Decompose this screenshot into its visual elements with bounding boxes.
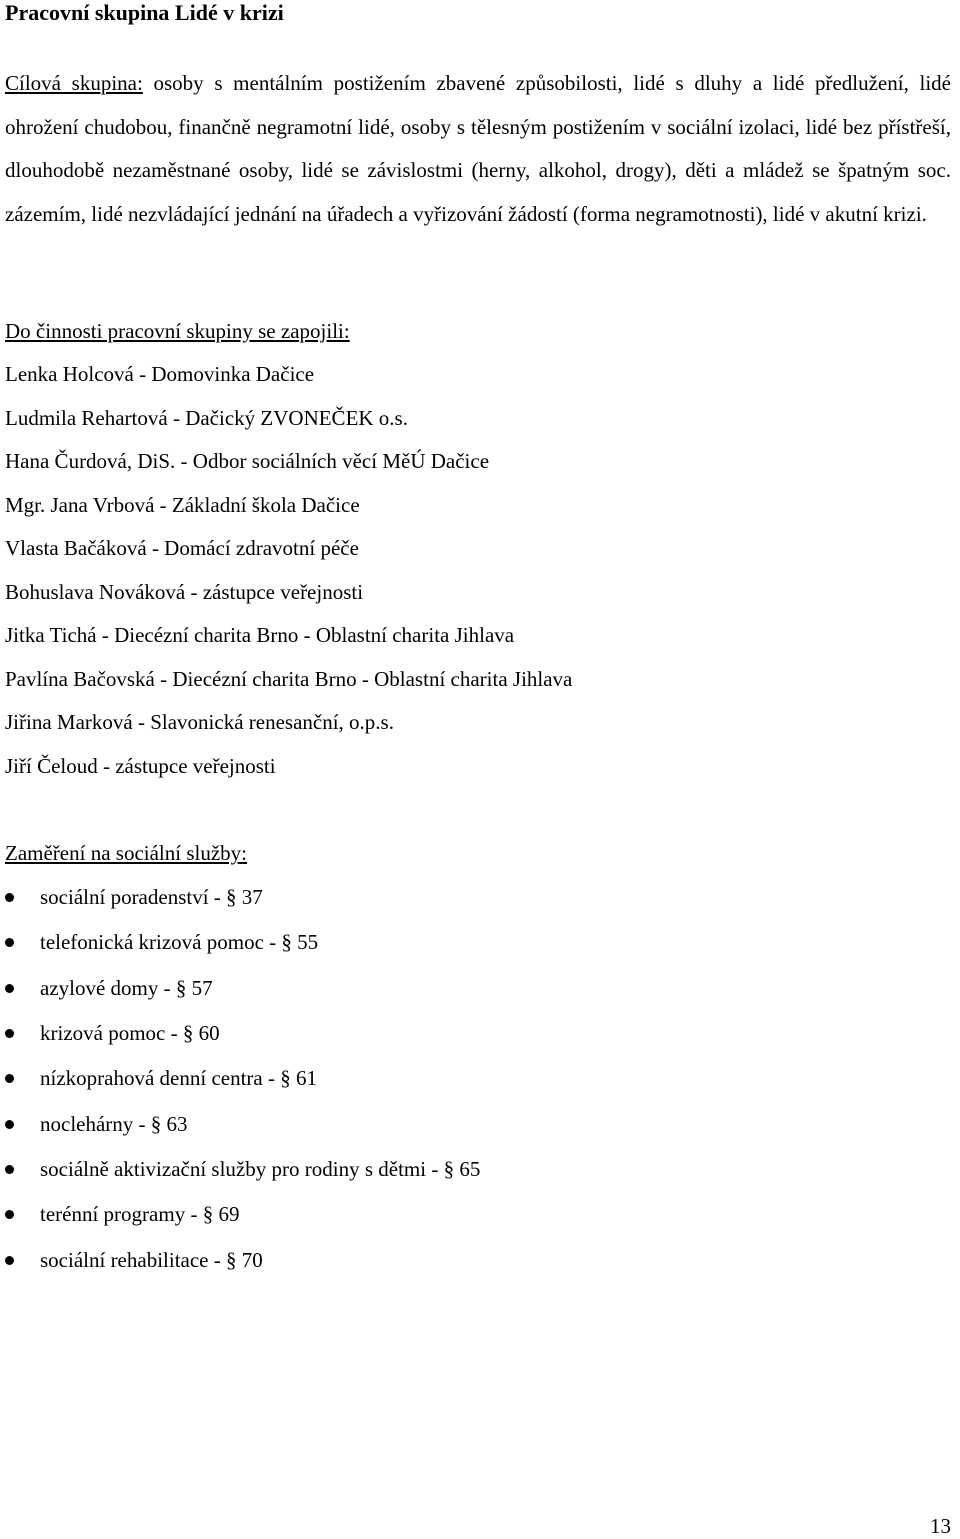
bullet-icon (5, 1120, 14, 1129)
list-item: Jiřina Marková - Slavonická renesanční, o.p.s. (5, 710, 394, 734)
bullet-icon (5, 984, 14, 993)
page-number: 13 (930, 1514, 951, 1538)
bullet-icon (5, 938, 14, 947)
target-group-text: osoby s mentálním postižením zbavené způsobilosti, lidé s dluhy a lidé předlužení, lidé ohrožení chudobou, finančně negramotní lidé, osoby s tělesným postižením v sociální izolaci, lidé bez přístřeší, dlouhodobě nezaměstnané osoby, lidé se závislostmi (herny, alkohol, drogy), děti a mládež se špatným soc. zázemím, lidé nezvládající jednání na úřadech a vyřizování žádostí (forma negramotnosti), lidé v akutní krizi. (5, 71, 951, 226)
list-item: Jiří Čeloud - zástupce veřejnosti (5, 754, 276, 778)
list-item: Hana Čurdová, DiS. - Odbor sociálních věcí MěÚ Dačice (5, 449, 490, 473)
list-item: Mgr. Jana Vrbová - Základní škola Dačice (5, 493, 360, 517)
list-item-text: nízkoprahová denní centra - § 61 (40, 1066, 317, 1090)
list-item-text: krizová pomoc - § 60 (40, 1021, 220, 1045)
list-item: Vlasta Bačáková - Domácí zdravotní péče (5, 536, 359, 560)
list-item-text: sociální rehabilitace - § 70 (40, 1248, 263, 1272)
bullet-icon (5, 1256, 14, 1265)
members-label: Do činnosti pracovní skupiny se zapojili: (5, 319, 350, 343)
list-item-text: terénní programy - § 69 (40, 1202, 240, 1226)
list-item-text: sociálně aktivizační služby pro rodiny s dětmi - § 65 (40, 1157, 481, 1181)
list-item: Pavlína Bačovská - Diecézní charita Brno - Oblastní charita Jihlava (5, 667, 573, 691)
target-group-paragraph (5, 62, 951, 236)
list-item: Jitka Tichá - Diecézní charita Brno - Oblastní charita Jihlava (5, 623, 515, 647)
bullet-icon (5, 1210, 14, 1219)
list-item: Ludmila Rehartová - Dačický ZVONEČEK o.s. (5, 406, 408, 430)
bullet-icon (5, 1165, 14, 1174)
list-item-text: telefonická krizová pomoc - § 55 (40, 930, 319, 954)
list-item: Bohuslava Nováková - zástupce veřejnosti (5, 580, 364, 604)
bullet-icon (5, 1029, 14, 1038)
list-item-text: noclehárny - § 63 (40, 1112, 188, 1136)
list-item: Lenka Holcová - Domovinka Dačice (5, 362, 315, 386)
list-item-text: sociální poradenství - § 37 (40, 885, 263, 909)
page-title: Pracovní skupina Lidé v krizi (5, 0, 284, 25)
list-item-text: azylové domy - § 57 (40, 976, 213, 1000)
target-group-label: Cílová skupina: (5, 71, 143, 95)
services-label: Zaměření na sociální služby: (5, 841, 248, 865)
bullet-icon (5, 893, 14, 902)
bullet-icon (5, 1074, 14, 1083)
